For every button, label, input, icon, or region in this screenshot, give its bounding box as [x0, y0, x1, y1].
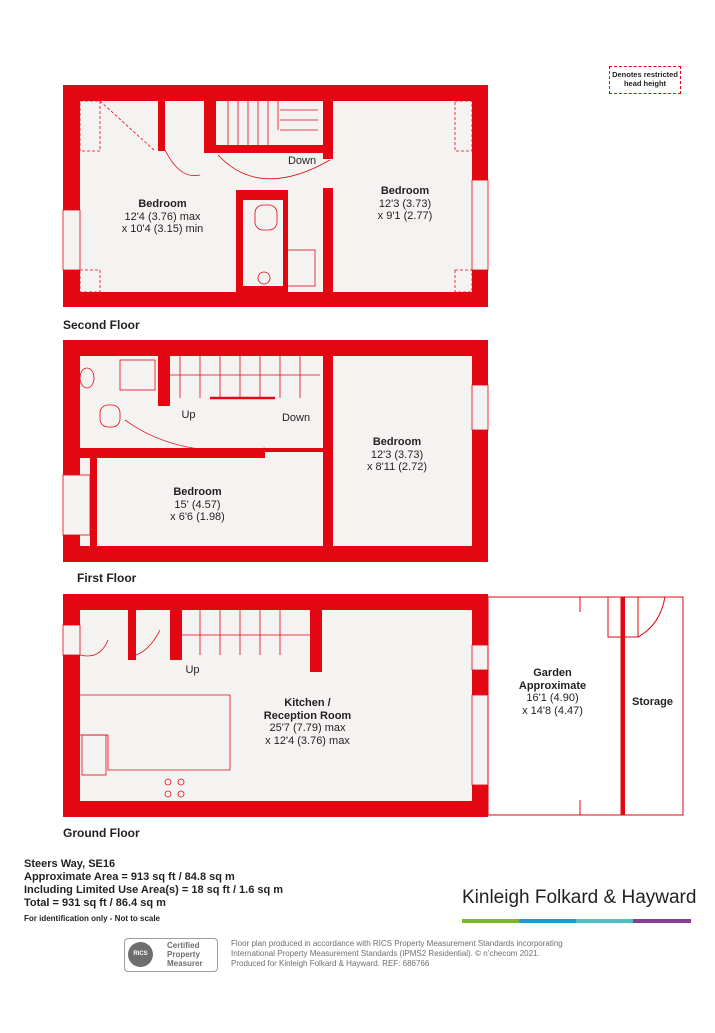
legend-text: Denotes restricted head height	[612, 70, 678, 88]
agent-brand-name: Kinleigh Folkard & Hayward	[462, 887, 697, 908]
room-name: Approximate	[518, 679, 587, 692]
second-floor-bedroom-right	[350, 185, 460, 223]
rics-certified-badge	[124, 938, 218, 972]
first-floor-bedroom-right	[342, 436, 452, 474]
first-floor-title: First Floor	[77, 571, 137, 585]
restricted-head-height-legend	[609, 66, 681, 94]
room-name: Garden	[533, 667, 572, 679]
room-dimension: x 14'8 (4.47)	[522, 704, 583, 717]
room-dimension: 12'3 (3.73)	[370, 448, 424, 461]
storage-label: Storage	[632, 696, 673, 708]
room-dimension: x 10'4 (3.15) min	[121, 223, 204, 235]
ground-floor-title: Ground Floor	[63, 826, 140, 840]
rics-logo-icon: RICS	[128, 942, 153, 967]
room-dimension: 16'1 (4.90)	[526, 692, 579, 704]
garden-area	[500, 667, 605, 717]
room-dimension: x 8'11 (2.72)	[367, 461, 427, 473]
room-name: Bedroom	[173, 486, 222, 498]
disclaimer-line: International Property Measurement Standards (IPMS2 Residential). © n’checom 2021.	[231, 949, 540, 958]
room-dimension: 25'7 (7.79) max	[269, 722, 346, 734]
brand-bar-purple	[633, 919, 691, 923]
disclaimer-line: Floor plan produced in accordance with RICS Property Measurement Standards incorporating	[231, 939, 563, 948]
total-area: Total = 931 sq ft / 86.4 sq m	[24, 897, 166, 909]
rics-badge-text	[167, 941, 203, 968]
second-floor-title: Second Floor	[63, 318, 140, 332]
first-floor-down-label: Down	[281, 412, 311, 424]
rics-line: Property	[167, 950, 200, 959]
disclaimer-line: Produced for Kinleigh Folkard & Hayward. REF: 686766	[231, 959, 430, 968]
rics-line: Measurer	[167, 959, 203, 968]
brand-bar-green	[462, 919, 519, 923]
room-name: Bedroom	[372, 436, 422, 448]
room-dimension: x 9'1 (2.77)	[377, 210, 433, 222]
room-name: Bedroom	[380, 185, 430, 197]
kitchen-reception-room	[250, 697, 365, 747]
property-info	[24, 858, 283, 925]
brand-bar-teal	[576, 919, 633, 923]
room-name: Kitchen /	[284, 697, 331, 709]
second-floor-bedroom-left	[100, 198, 225, 236]
approximate-area: Approximate Area = 913 sq ft / 84.8 sq m	[24, 871, 235, 883]
limited-use-area: Including Limited Use Area(s) = 18 sq ft / 1.6 sq m	[24, 884, 284, 896]
room-dimension: 12'3 (3.73)	[378, 197, 432, 210]
room-dimension: x 12'4 (3.76) max	[265, 734, 350, 747]
first-floor-bedroom-left	[140, 486, 255, 524]
room-dimension: 15' (4.57)	[174, 498, 221, 511]
second-floor-stairs-label: Down	[287, 155, 317, 167]
disclaimer-text	[231, 939, 563, 969]
ground-floor-up-label: Up	[185, 664, 200, 676]
room-dimension: x 6'6 (1.98)	[170, 511, 225, 523]
room-name: Reception Room	[263, 709, 352, 722]
room-dimension: 12'4 (3.76) max	[124, 210, 201, 223]
scale-note: For identification only - Not to scale	[24, 914, 161, 923]
room-name: Bedroom	[138, 198, 187, 210]
address: Steers Way, SE16	[24, 858, 116, 870]
rics-line: Certified	[167, 941, 200, 950]
brand-bar-blue	[519, 919, 576, 923]
first-floor-up-label: Up	[181, 409, 196, 421]
